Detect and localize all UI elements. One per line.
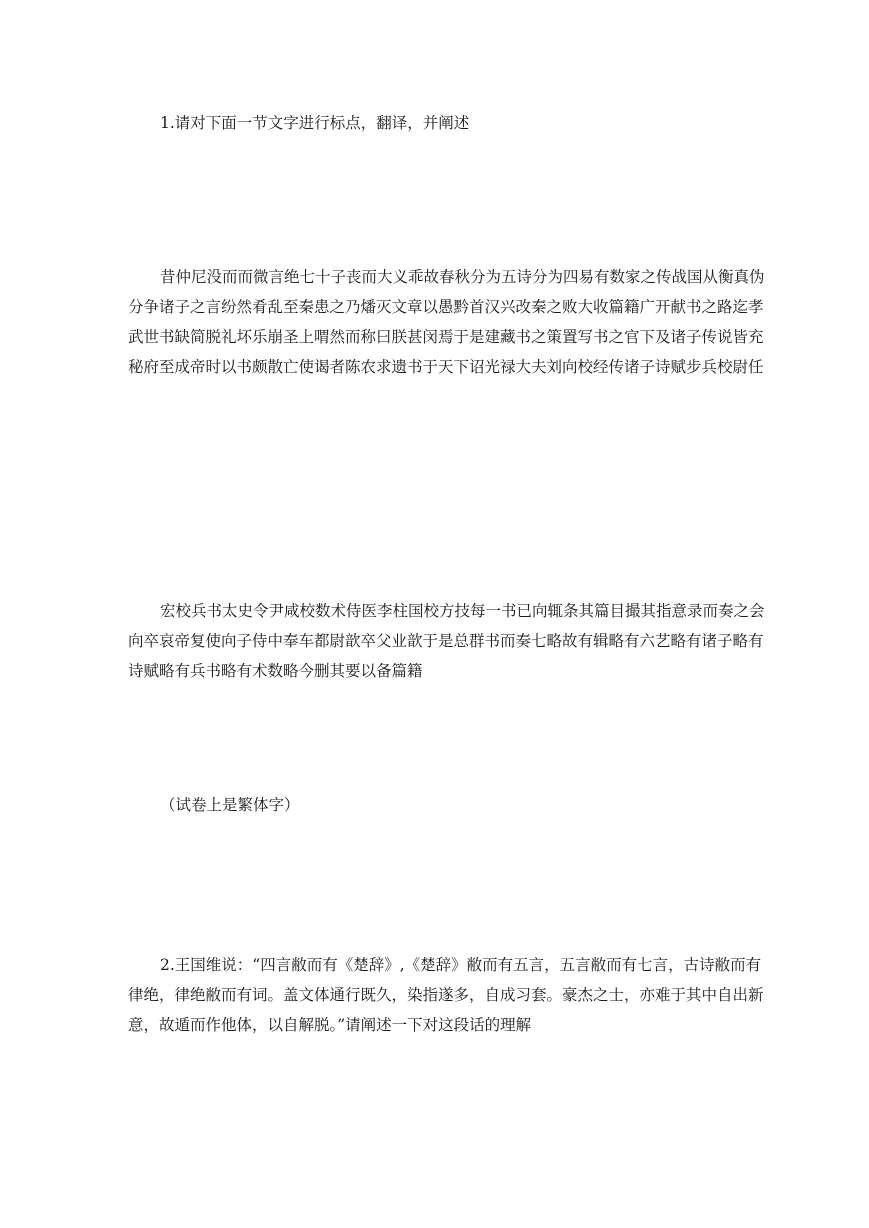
question-1-note: （试卷上是繁体字）	[160, 796, 300, 814]
question-1-passage-part-1: 昔仲尼没而而微言绝七十子丧而大义乖故春秋分为五诗分为四易有数家之传战国从衡真伪分争诸子之言纷然肴乱至秦患之乃燔灭文章以愚黔首汉兴改秦之败大收篇籍广开献书之路迄孝武世书缺简脱礼坏乐崩圣上喟然而称曰朕甚闵焉于是建藏书之策置写书之官下及诸子传说皆充秘府至成帝时以书颇散亡使谒者陈农求遗书于天下诏光禄大夫刘向校经传诸子诗赋步兵校尉任	[128, 268, 765, 376]
question-2-text: 2.王国维说：“四言敝而有《楚辞》,《楚辞》敝而有五言，五言敝而有七言，古诗敝而有律绝，律绝敝而有词。盖文体通行既久，染指遂多，自成习套。豪杰之士，亦难于其中自出新意，故遁而作他体，以自解脱。”请阐述一下对这段话的理解	[128, 956, 764, 1034]
question-1-prompt: 1.请对下面一节文字进行标点，翻译，并阐述	[160, 114, 470, 132]
question-1-passage-part-2: 宏校兵书太史令尹咸校数术侍医李柱国校方技每一书已向辄条其篇目撮其指意录而奏之会向卒哀帝复使向子侍中奉车都尉歆卒父业歆于是总群书而奏七略故有辑略有六艺略有诸子略有诗赋略有兵书略有术数略今删其要以备篇籍	[128, 602, 765, 680]
